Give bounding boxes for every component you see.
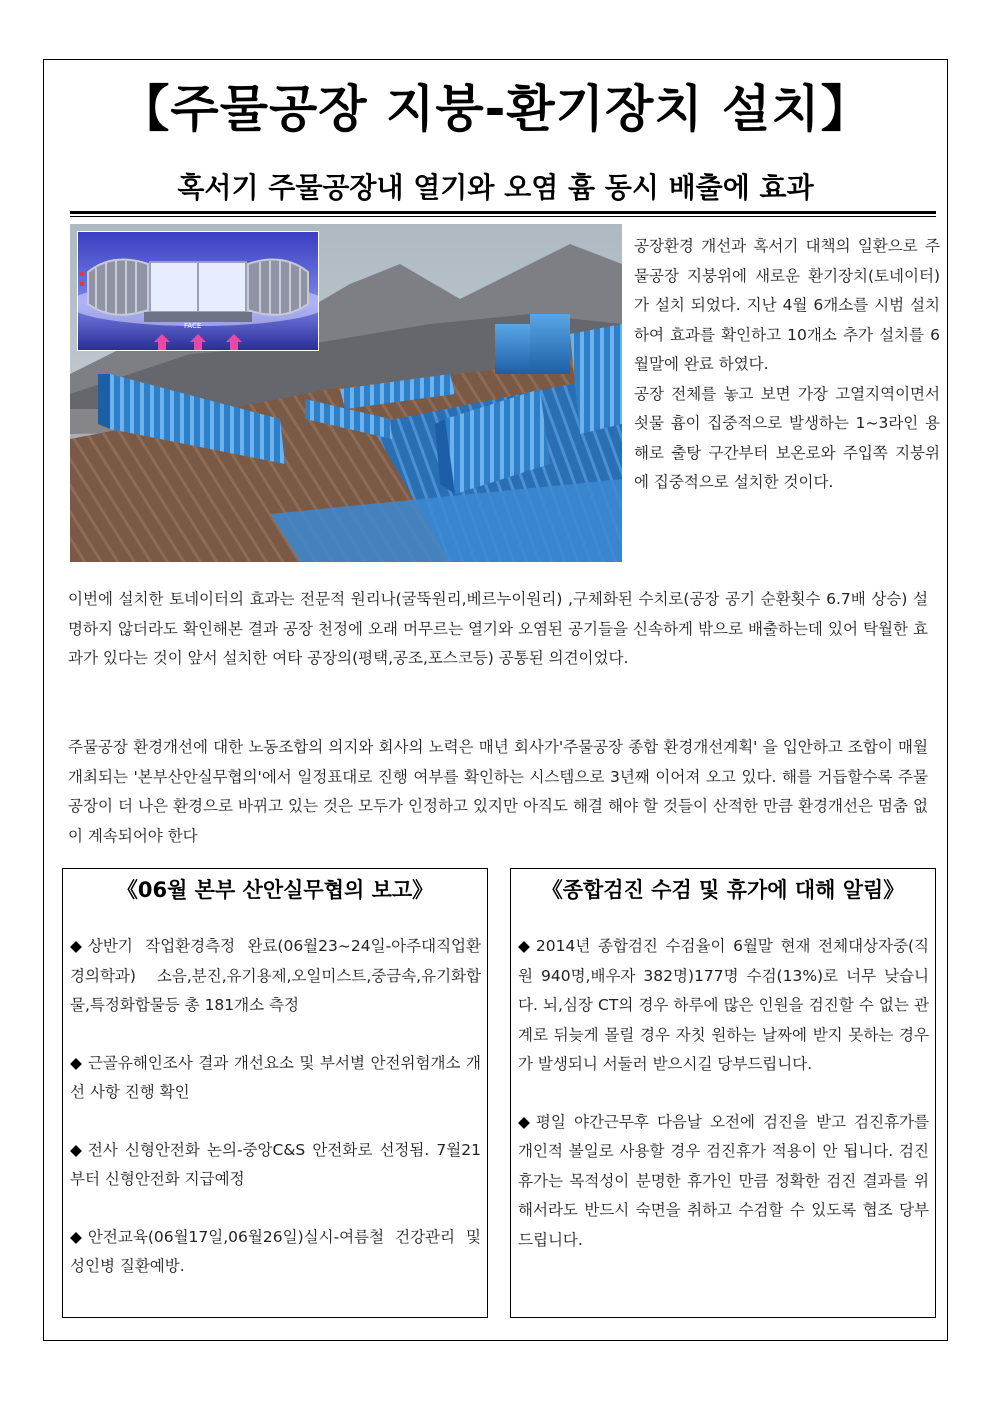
list-item [70, 1136, 481, 1195]
title-divider-thin [70, 216, 936, 217]
list-item [518, 1108, 929, 1256]
intro-paragraph: 공장환경 개선과 혹서기 대책의 일환으로 주물공장 지붕위에 새로운 환기장치(토네이터)가 설치 되었다. 지난 4월 6개소를 시범 설치하여 효과를 확인하고 10개소 추가 설치를 6월말에 완료 하였다. [634, 237, 940, 373]
list-item-text: 안전교육(06월17일,06월26일)실시-여름철 건강관리 및 성인병 질환예방. [70, 1227, 481, 1275]
left-grille [88, 260, 148, 315]
right-grille [248, 260, 308, 315]
list-item [70, 932, 481, 1021]
safety-council-report-box [62, 868, 488, 1318]
notice-list [511, 932, 935, 1255]
box-title: 《06월 본부 산안실무협의 보고》 [116, 878, 434, 902]
body-paragraph: 이번에 설치한 토네이터의 효과는 전문적 원리나(굴뚝원리,베르누이원리) ,구체화된 수치로(공장 공기 순환횟수 6.7배 상승) 설명하지 않더라도 확인해본 결과 공장 천정에 오래 머무르는 열기와 오염된 공기들을 신속하게 밖으로 배출하는데 있어 탁월한 효과가 있다는 것이 앞서 설치한 여타 공장의(평택,공조,포스코등) 공통된 의견이었다. [68, 590, 928, 667]
intro-paragraph: 공장 전체를 놓고 보면 가장 고열지역이면서 쇳물 흄이 집중적으로 발생하는 1~3라인 용해로 출탕 구간부터 보온로와 주입쪽 지붕위에 집중적으로 설치한 것이다. [634, 384, 940, 491]
list-item-text: 2014년 종합검진 수검율이 6월말 현재 전체대상자중(직원 940명,배우자 382명)177명 수검(13%)로 너무 낮습니다. 뇌,심장 CT의 경우 하루에 많은 인원을 검진할 수 없는 관계로 뒤늦게 몰릴 경우 자칫 원하는 날짜에 받지 못하는 경우가 발생되니 서둘러 받으시길 당부드립니다. [518, 937, 929, 1073]
list-item-text: 평일 야간근무후 다음날 오전에 검진을 받고 검진휴가를 개인적 볼일로 사용할 경우 검진휴가 적용이 안 됩니다. 검진휴가는 목적성이 분명한 휴가인 만큼 정확한 검진 결과를 위해서라도 반드시 숙면을 취하고 수검할 수 있도록 협조 당부드립니다. [518, 1112, 929, 1249]
diamond-bullet-icon: ◆ [518, 1112, 530, 1131]
list-item-text: 상반기 작업환경측정 완료(06월23~24일-아주대직업환경의학과) 소음,분진,유기용제,오일미스트,중금속,유기화합물,특정화합물등 총 181개소 측정 [70, 937, 481, 1014]
body-paragraph: 주물공장 환경개선에 대한 노동조합의 의지와 회사의 노력은 매년 회사가'주물공장 종합 환경개선계획' 을 입안하고 조합이 매월 개최되는 '본부산안실무협의'에서 일정표대로 진행 여부를 확인하는 시스템으로 3년째 이어져 오고 있다. 해를 거듭할수록 주물공장이 더 나은 환경으로 바뀌고 있는 것은 모두가 인정하고 있지만 아직도 해결 해야 할 것들이 산적한 만큼 환경개선은 멈춤 없이 계속되어야 한다 [68, 738, 928, 845]
diamond-bullet-icon: ◆ [70, 1140, 82, 1159]
report-list [63, 932, 487, 1282]
intro-text [634, 232, 940, 498]
ventilator-diagram-inset [77, 231, 319, 351]
diamond-bullet-icon: ◆ [70, 937, 82, 955]
list-item [70, 1049, 481, 1108]
diamond-bullet-icon: ◆ [518, 937, 530, 955]
box-title: 《종합검진 수검 및 휴가에 대해 알림》 [541, 878, 905, 902]
list-item [70, 1223, 481, 1282]
health-checkup-notice-box [510, 868, 936, 1318]
list-item-text: 전사 신형안전화 논의-중앙C&S 안전화로 선정됨. 7월21부터 신형안전화 지급예정 [70, 1140, 481, 1188]
page-subtitle: 혹서기 주물공장내 열기와 오염 흄 동시 배출에 효과 [177, 171, 814, 204]
diamond-bullet-icon: ◆ [70, 1227, 82, 1246]
list-item [518, 932, 929, 1080]
diamond-bullet-icon: ◆ [70, 1053, 82, 1072]
title-divider-thick [70, 211, 936, 214]
list-item-text: 근골유해인조사 결과 개선요소 및 부서별 안전위험개소 개선 사항 진행 확인 [70, 1053, 481, 1101]
page-title: 【주물공장 지붕-환기장치 설치】 [119, 80, 872, 138]
inset-face-label: FACE [184, 322, 202, 330]
